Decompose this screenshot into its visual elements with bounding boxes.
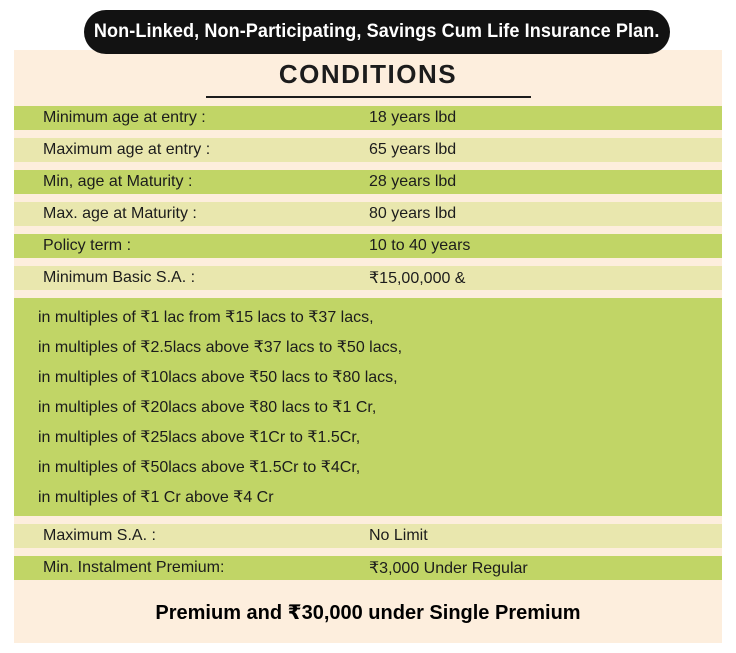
condition-label: Maximum S.A. : (43, 527, 156, 544)
condition-label: Minimum Basic S.A. : (43, 269, 196, 286)
multiples-line: in multiples of ₹50lacs above ₹1.5Cr to ₹4Cr, (38, 459, 361, 476)
condition-value: 80 years lbd (369, 205, 457, 222)
condition-value: ₹3,000 Under Regular (369, 560, 528, 577)
condition-label: Maximum age at entry : (43, 141, 211, 158)
condition-row-policy-term (14, 234, 722, 258)
title-underline (206, 96, 531, 98)
condition-row-min-instalment-premium (14, 556, 722, 580)
condition-value: ₹15,00,000 & (369, 270, 466, 287)
condition-row-max-age-maturity (14, 202, 722, 226)
multiples-line: in multiples of ₹2.5lacs above ₹37 lacs to ₹50 lacs, (38, 339, 403, 356)
sum-assured-multiples-block (14, 298, 722, 516)
condition-label: Minimum age at entry : (43, 109, 206, 126)
condition-label: Min. Instalment Premium: (43, 559, 225, 576)
conditions-title: CONDITIONS (278, 59, 458, 89)
condition-row-min-age-maturity (14, 170, 722, 194)
multiples-line: in multiples of ₹20lacs above ₹80 lacs to ₹1 Cr, (38, 399, 377, 416)
condition-row-min-basic-sa (14, 266, 722, 290)
multiples-line: in multiples of ₹25lacs above ₹1Cr to ₹1.5Cr, (38, 429, 361, 446)
condition-value: No Limit (369, 527, 428, 544)
plan-type-banner (84, 10, 670, 54)
condition-value: 10 to 40 years (369, 237, 471, 254)
premium-continuation-text: Premium and ₹30,000 under Single Premium (155, 602, 581, 624)
condition-label: Policy term : (43, 237, 132, 254)
condition-row-max-sa (14, 524, 722, 548)
condition-row-max-age-entry (14, 138, 722, 162)
condition-value: 18 years lbd (369, 109, 457, 126)
conditions-panel (14, 50, 722, 643)
multiples-line: in multiples of ₹1 lac from ₹15 lacs to ₹37 lacs, (38, 309, 374, 326)
condition-label: Max. age at Maturity : (43, 205, 197, 222)
condition-value: 65 years lbd (369, 141, 457, 158)
plan-type-banner-text: Non-Linked, Non-Participating, Savings Cum Life Insurance Plan. (94, 21, 660, 42)
condition-row-min-age-entry (14, 106, 722, 130)
condition-value: 28 years lbd (369, 173, 457, 190)
condition-label: Min, age at Maturity : (43, 173, 193, 190)
multiples-line: in multiples of ₹10lacs above ₹50 lacs to ₹80 lacs, (38, 369, 398, 386)
multiples-line: in multiples of ₹1 Cr above ₹4 Cr (38, 489, 274, 506)
